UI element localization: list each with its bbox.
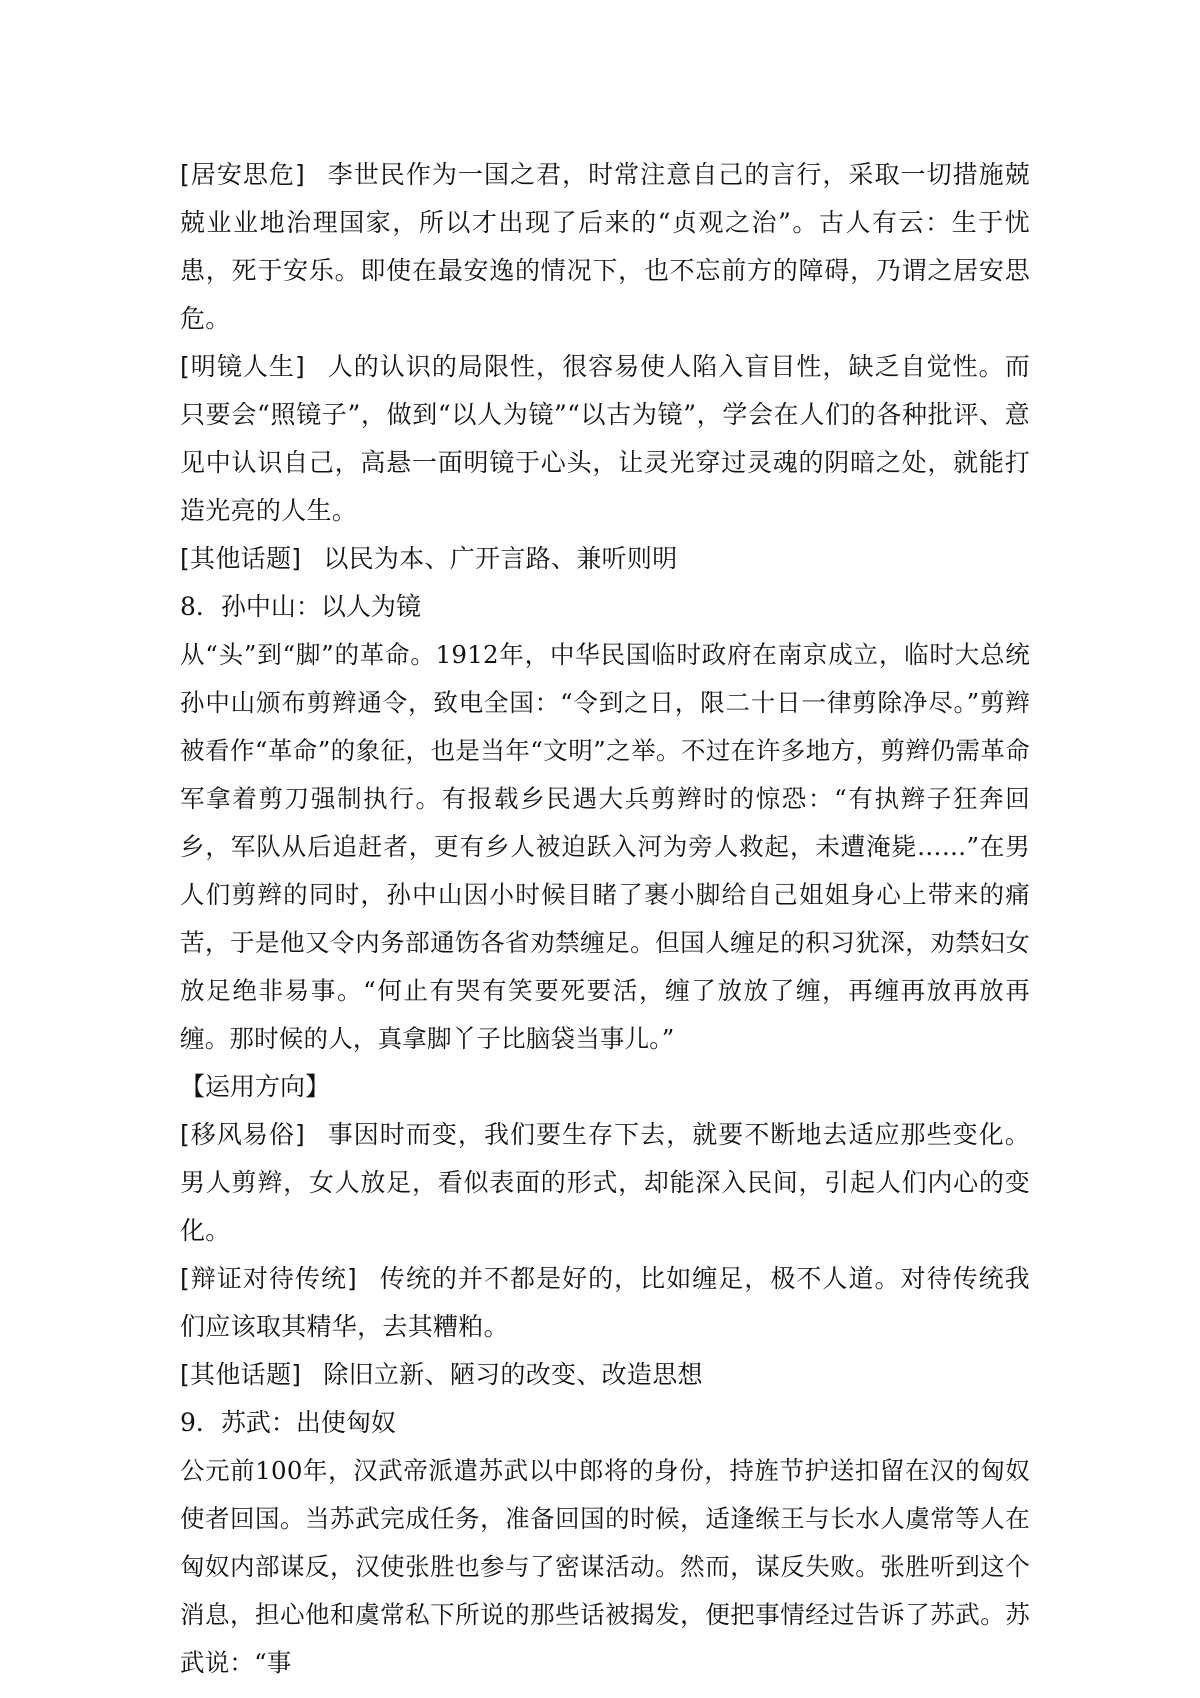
usage-heading: 【运用方向】 [180, 1072, 331, 1101]
topic-paragraph [180, 343, 1030, 535]
topic-paragraph [180, 151, 1030, 343]
topic-text: 传统的并不都是好的，比如缠足，极不人道。对待传统我们应该取其精华，去其糟粕。 [180, 1264, 1030, 1341]
section-title: 孙中山：以人为镜 [220, 592, 421, 621]
topic-paragraph [180, 1351, 1030, 1399]
section-number: 9． [180, 1408, 221, 1437]
section-heading [180, 583, 1030, 631]
topic-paragraph [180, 535, 1030, 583]
topic-tag: [其他话题] [180, 1360, 302, 1389]
section-title: 苏武：出使匈奴 [220, 1408, 396, 1437]
topic-paragraph [180, 1255, 1030, 1351]
topic-tag: [明镜人生] [180, 352, 305, 381]
topic-text: 人的认识的局限性，很容易使人陷入盲目性，缺乏自觉性。而只要会“照镜子”，做到“以人为镜”“以古为镜”，学会在人们的各种批评、意见中认识自己，高悬一面明镜于心头，让灵光穿过灵魂的阴暗之处，就能打造光亮的人生。 [180, 352, 1030, 525]
document-page [180, 151, 1030, 1687]
topic-paragraph [180, 1111, 1030, 1255]
topic-text: 李世民作为一国之君，时常注意自己的言行，采取一切措施兢兢业业地治理国家，所以才出现了后来的“贞观之治”。古人有云：生于忧患，死于安乐。即使在最安逸的情况下，也不忘前方的障碍，乃谓之居安思危。 [180, 160, 1030, 333]
section-number: 8． [180, 592, 221, 621]
story-paragraph: 公元前100年，汉武帝派遣苏武以中郎将的身份，持旌节护送扣留在汉的匈奴使者回国。当苏武完成任务，准备回国的时候，适逢缑王与长水人虞常等人在匈奴内部谋反，汉使张胜也参与了密谋活动。然而，谋反失败。张胜听到这个消息，担心他和虞常私下所说的那些话被揭发，便把事情经过告诉了苏武。苏武说：“事 [180, 1456, 1030, 1677]
story-paragraph: 从“头”到“脚”的革命。1912年，中华民国临时政府在南京成立，临时大总统孙中山颁布剪辫通令，致电全国：“令到之日，限二十日一律剪除净尽。”剪辫被看作“革命”的象征，也是当年“文明”之举。不过在许多地方，剪辫仍需革命军拿着剪刀强制执行。有报载乡民遇大兵剪辫时的惊恐：“有执辫子狂奔回乡，军队从后追赶者，更有乡人被迫跃入河为旁人救起，未遭淹毙……”在男人们剪辫的同时，孙中山因小时候目睹了裹小脚给自己姐姐身心上带来的痛苦，于是他又令内务部通饬各省劝禁缠足。但国人缠足的积习犹深，劝禁妇女放足绝非易事。“何止有哭有笑要死要活，缠了放放了缠，再缠再放再放再缠。那时候的人，真拿脚丫子比脑袋当事儿。” [180, 640, 1030, 1053]
topic-text: 除旧立新、陋习的改变、改造思想 [323, 1360, 703, 1389]
section-heading [180, 1399, 1030, 1447]
topic-text: 以民为本、广开言路、兼听则明 [323, 544, 678, 573]
topic-tag: [居安思危] [180, 160, 305, 189]
topic-text: 事因时而变，我们要生存下去，就要不断地去适应那些变化。男人剪辫，女人放足，看似表面的形式，却能深入民间，引起人们内心的变化。 [180, 1120, 1030, 1245]
topic-tag: [辩证对待传统] [180, 1264, 358, 1293]
topic-tag: [其他话题] [180, 544, 302, 573]
topic-tag: [移风易俗] [180, 1120, 305, 1149]
